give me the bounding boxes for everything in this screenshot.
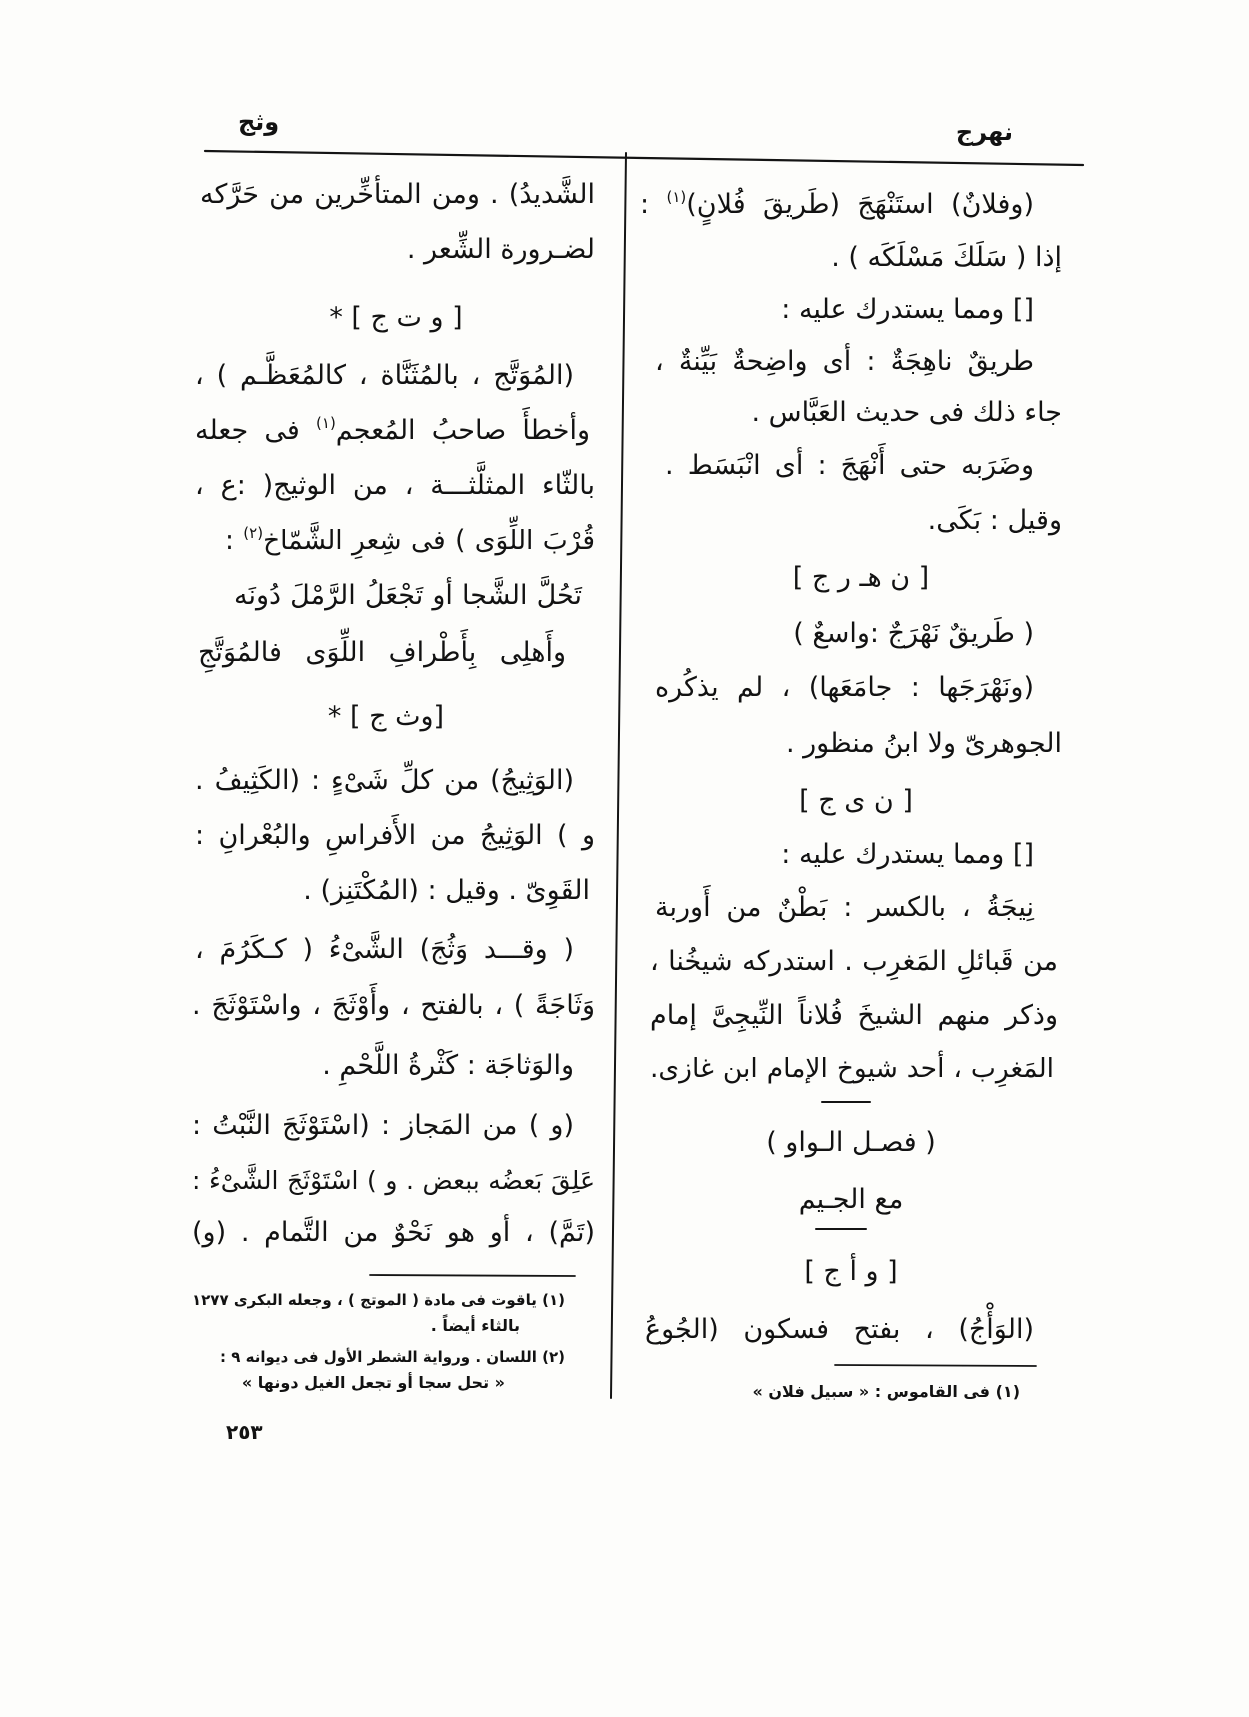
- text-line: الشَّديدُ) . ومن المتأخِّرين من حَرَّكه: [200, 179, 595, 210]
- text-line: لضـرورة الشِّعر .: [406, 234, 595, 265]
- text-line: طريقٌ ناهِجَةٌ : أى واضِحةٌ بَيِّنةٌ ،: [655, 346, 1034, 377]
- text-line: إذا ( سَلَكَ مَسْلَكَه ) .: [831, 242, 1062, 273]
- text-line: وَثَاجَةً ) ، بالفتح ، وأَوْثَجَ ، واسْتَوْثَجَ .: [192, 990, 595, 1021]
- line-text: قُرْبَ اللِّوَى ) فى شِعرِ الشَّمّاخ: [263, 525, 596, 556]
- text-line: نِيجَةُ ، بالكسر : بَطْنٌ من أَوربة: [655, 892, 1034, 923]
- root-heading-wtj: [ و ت ج ] *: [329, 302, 463, 333]
- text-line: (تَمَّ) ، أو هو نَحْوٌ من التَّمام . (و): [192, 1217, 595, 1248]
- footnote: (١) فى القاموس : « سبيل فلان »: [752, 1382, 1020, 1401]
- footnote-ref: (١): [316, 414, 336, 432]
- footnote: (١) ياقوت فى مادة ( الموتج ) ، وجعله البكرى ١٢٧٧: [192, 1291, 565, 1309]
- line-text: وأخطأَ صاحبُ المُعجم: [335, 415, 590, 446]
- text-line: والوَثاجَة : كَثْرةُ اللَّحْمِ .: [322, 1050, 574, 1081]
- text-line: (ونَهْرَجَها : جامَعَها) ، لم يذكُره: [655, 672, 1034, 703]
- text-line: ( طَريقٌ نَهْرَجٌ :واسعٌ ): [793, 618, 1034, 649]
- left-column: [192, 0, 600, 1480]
- text-line: من قَبائلِ المَغرِب . استدركه شيخُنا ،: [650, 946, 1058, 977]
- footnote: (٢) اللسان . ورواية الشطر الأول فى ديوانه ٩ :: [220, 1348, 565, 1366]
- line-text: :: [640, 189, 667, 220]
- root-heading-waj: [ و أ ج ]: [804, 1256, 898, 1287]
- text-line: (الوَأْجُ) ، بفتح فسكون (الجُوعُ: [645, 1314, 1034, 1345]
- text-line: (و ) من المَجاز : (اسْتَوْثَجَ النَّبْتُ :: [192, 1110, 574, 1141]
- text-line: وضَرَبه حتى أَنْهَجَ : أى انْبَسَط .: [665, 450, 1034, 481]
- line-text: (وفلانٌ) استَنْهَجَ (طَريقَ فُلانٍ): [686, 189, 1034, 220]
- text-line: [] ومما يستدرك عليه :: [781, 839, 1034, 870]
- footnote-ref: (٢): [243, 524, 264, 542]
- text-line: عَلِقَ بَعضُه ببعض . و ) اسْتَوْثَجَ الشَّىْءُ :: [192, 1166, 595, 1195]
- section-heading-waw: ( فصـل الـواو ): [766, 1127, 936, 1158]
- text-line: وقيل : بَكَى.: [927, 505, 1062, 536]
- line-text: فى جعله: [195, 415, 317, 446]
- text-line: (المُوَتَّج ، بالمُثَنَّاة ، كالمُعَظَّـم ) ،: [195, 360, 574, 391]
- footnote-ref: (١): [666, 188, 687, 206]
- root-heading-nhrj: [ ن هـ ر ج ]: [792, 562, 930, 593]
- text-line: [640, 183, 1034, 227]
- verse-line: تَحُلَّ الشَّجا أو تَجْعَلُ الرَّمْلَ دُونَه: [234, 580, 582, 611]
- text-line: [] ومما يستدرك عليه :: [781, 294, 1034, 325]
- text-line: [225, 519, 595, 563]
- text-line: ( وقـــد وَثُجَ) الشَّىْءُ ( كـكَرُمَ ،: [195, 934, 574, 965]
- root-heading-nyj: [ ن ى ج ]: [799, 785, 913, 816]
- verse-line: وأَهلِى بِأَطْرافِ اللِّوَى فالمُوَتَّجِ: [198, 637, 566, 668]
- right-column: [640, 0, 1062, 1480]
- text-line: [195, 409, 590, 453]
- footnote-continuation: « تحل سجا أو تجعل الغيل دونها »: [241, 1373, 505, 1392]
- page-number: ٢٥٣: [226, 1420, 263, 1444]
- running-head-right: نهرج: [955, 118, 1013, 146]
- root-heading-wthj: [وث ج ] *: [327, 701, 445, 732]
- text-line: بالثّاء المثلَّثـــة ، من الوثيج( :ع ،: [195, 470, 595, 501]
- line-text: :: [225, 525, 244, 556]
- text-line: المَغرِب ، أحد شيوخ الإمام ابن غازى.: [650, 1053, 1054, 1084]
- text-line: الجوهرىّ ولا ابنُ منظور .: [785, 728, 1062, 759]
- text-line: (الوَثِيجُ) من كلِّ شَىْءٍ : (الكَثِيفُ .: [195, 765, 574, 796]
- text-line: القَوِىّ . وقيل : (المُكْتَنِز) .: [303, 875, 590, 906]
- footnote-continuation: بالثاء أيضاً .: [430, 1316, 520, 1335]
- text-line: وذكر منهم الشيخَ فُلاناً النِّيجِىَّ إمام: [650, 1000, 1058, 1031]
- text-line: و ) الوَثِيجُ من الأَفراسِ والبُعْرانِ :: [195, 820, 595, 851]
- text-line: جاء ذلك فى حديث العَبَّاس .: [751, 397, 1062, 428]
- section-subheading-jim: مع الجـيم: [798, 1184, 904, 1215]
- column-divider: [611, 153, 626, 1398]
- running-head-left: وثج: [238, 108, 280, 136]
